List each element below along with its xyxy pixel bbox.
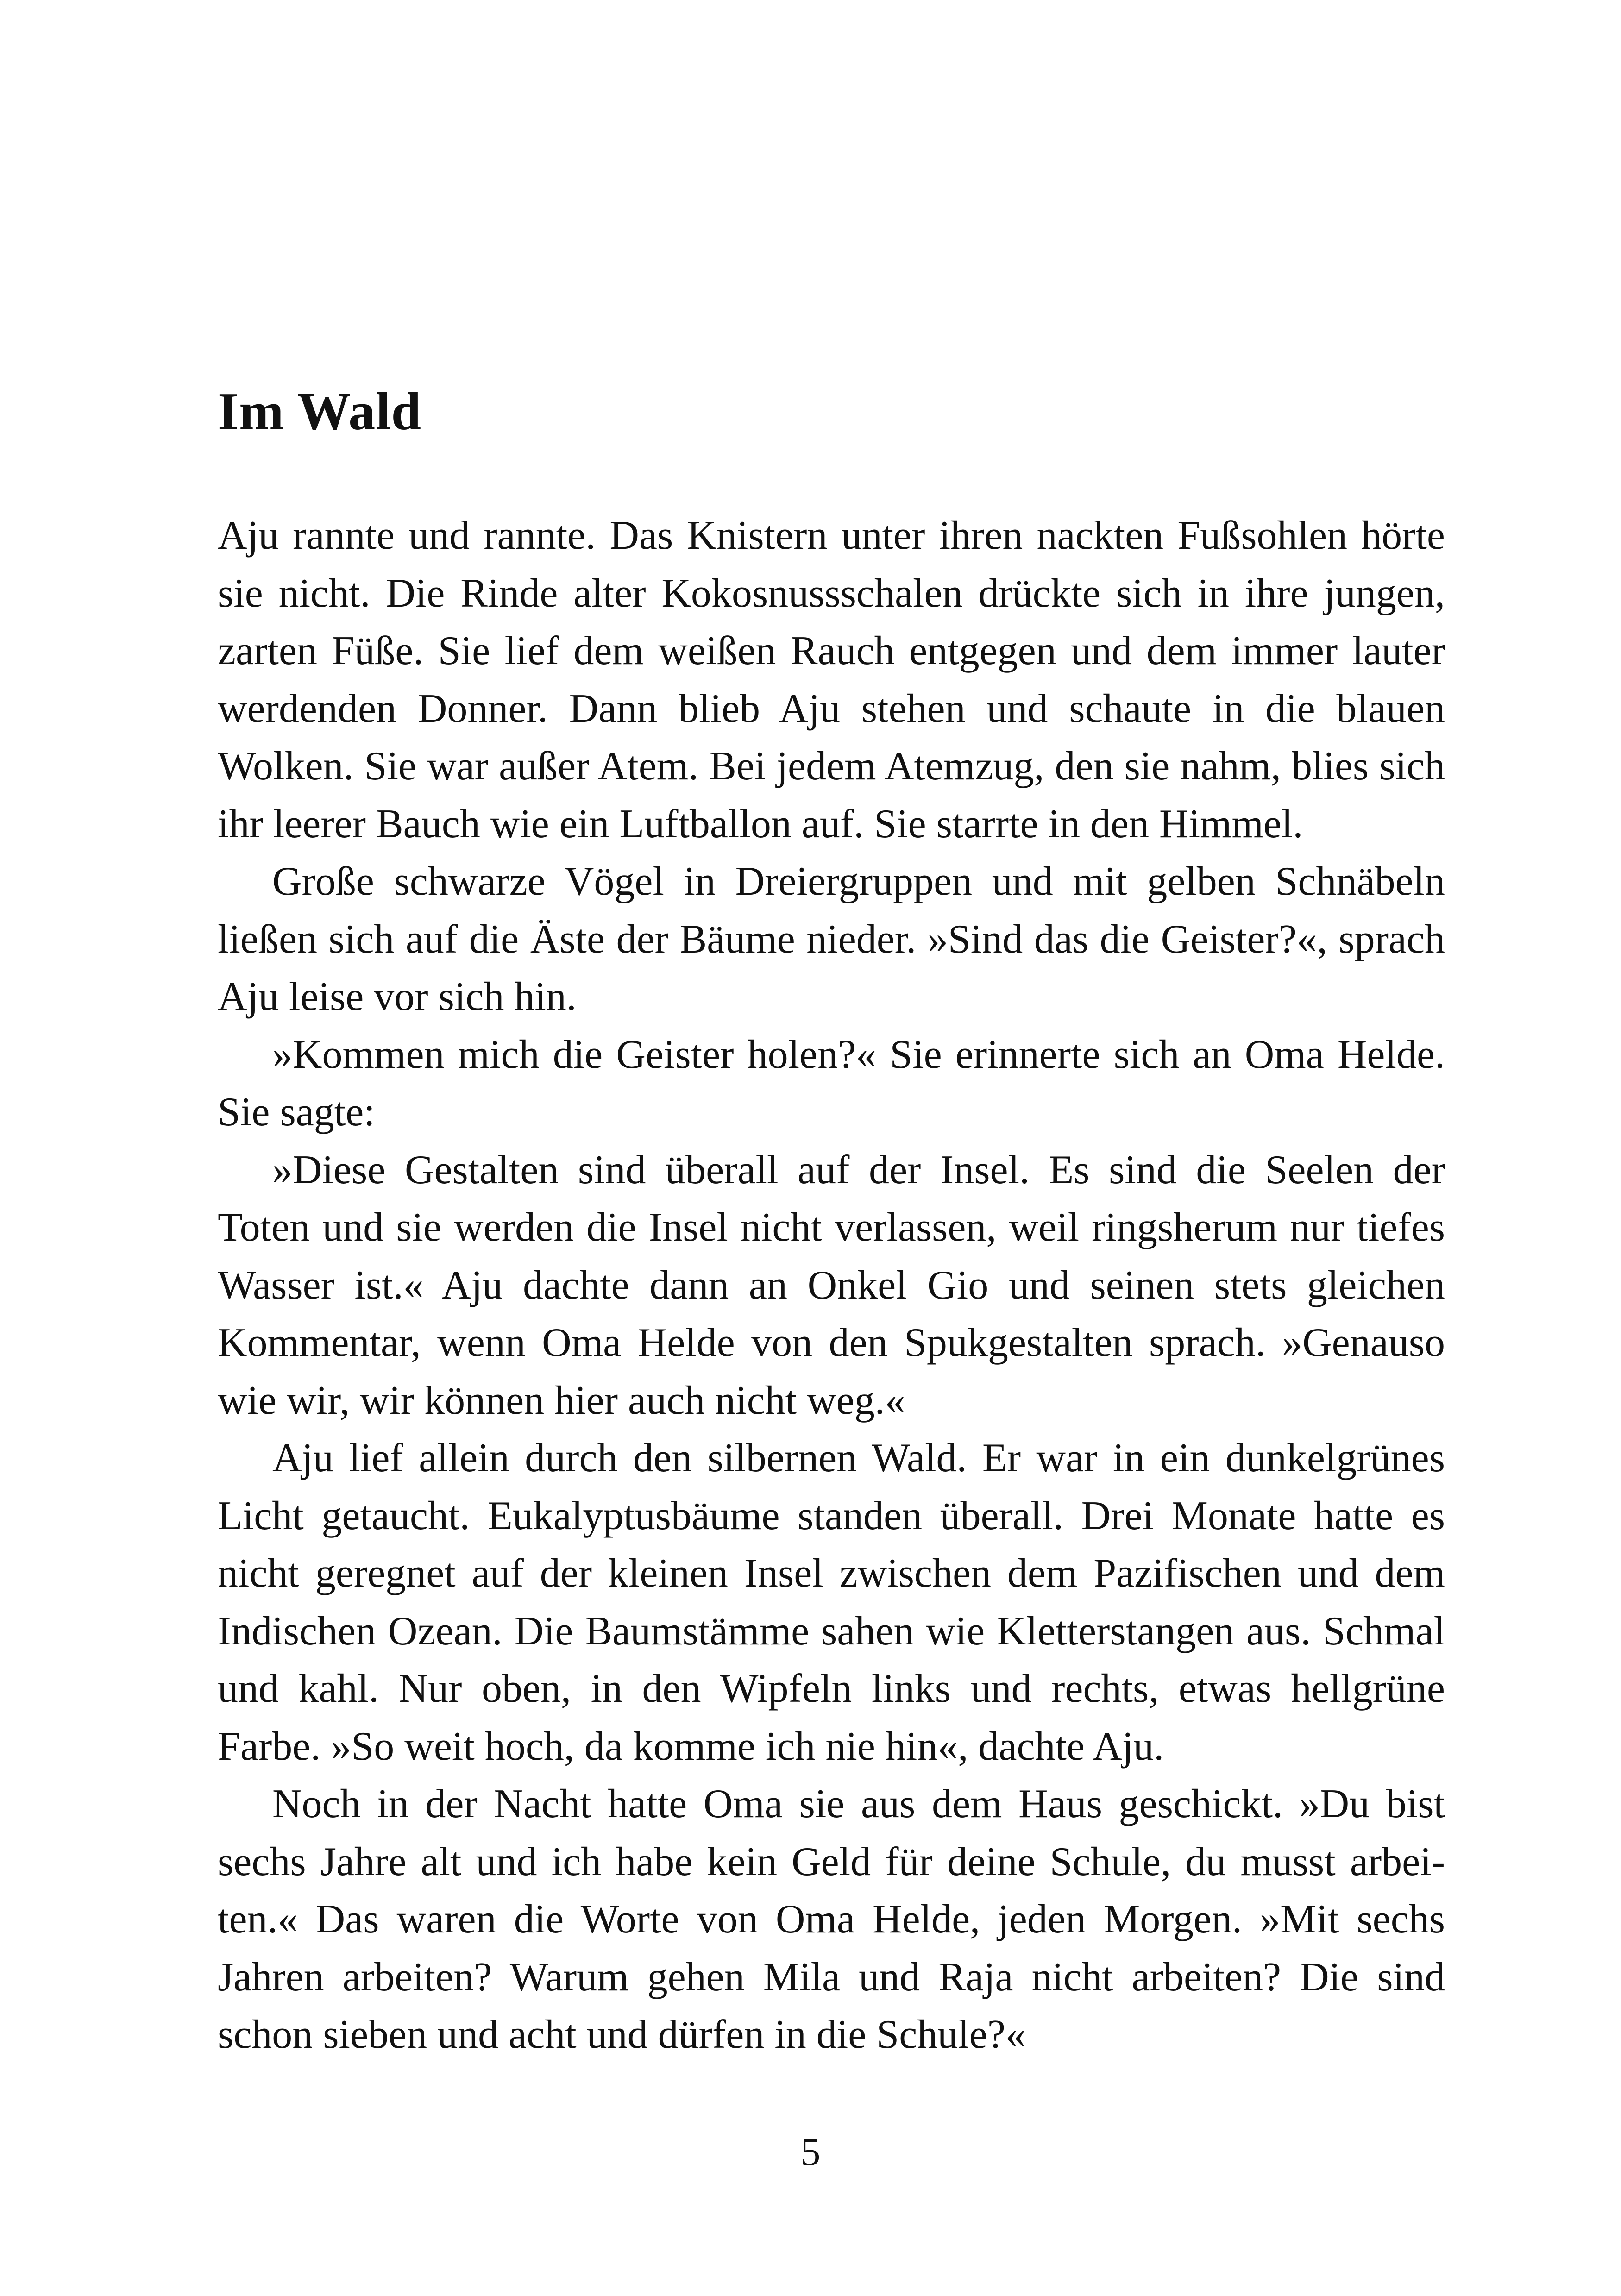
chapter-body xyxy=(218,507,1445,2064)
paragraph: Noch in der Nacht hatte Oma sie aus dem Haus geschickt. »Du bist sechs Jahre alt und ich habe kein Geld für deine Schule, du musst arbeiten.« Das waren die Worte von Oma Helde, jeden Morgen. »Mit sechs Jahren arbeiten? Warum gehen Mila und Raja nicht arbeiten? Die sind schon sieben und acht und dürfen in die Schule?« xyxy=(218,1782,1445,2057)
paragraph: »Diese Gestalten sind überall auf der Insel. Es sind die Seelen der Toten und sie werden die Insel nicht verlassen, weil ringsherum nur tiefes Wasser ist.« Aju dachte dann an Onkel Gio und seinen stets gleichen Kommentar, wenn Oma Helde von den Spukgestalten sprach. »Genauso wie wir, wir können hier auch nicht weg.« xyxy=(218,1147,1445,1423)
chapter-title: Im Wald xyxy=(218,382,422,441)
paragraph: Aju rannte und rannte. Das Knistern unter ihren nackten Fußsohlen hörte sie nicht. Die Rinde alter Kokosnussschalen drückte sich in ihre jungen, zarten Füße. Sie lief dem weißen Rauch entgegen und dem immer lauter werdenden Donner. Dann blieb Aju stehen und schaute in die blauen Wolken. Sie war außer Atem. Bei jedem Atemzug, den sie nahm, blies sich ihr leerer Bauch wie ein Luftballon auf. Sie starrte in den Himmel. xyxy=(218,513,1445,847)
page-number: 5 xyxy=(800,2129,821,2174)
paragraph: »Kommen mich die Geister holen?« Sie erinnerte sich an Oma Helde. Sie sagte: xyxy=(218,1032,1445,1135)
paragraph: Aju lief allein durch den silbernen Wald. Er war in ein dunkelgrünes Licht getaucht. Eukalyptusbäume standen überall. Drei Monate hatte es nicht geregnet auf der kleinen Insel zwischen dem Pazifischen und dem Indischen Ozean. Die Baumstämme sahen wie Kletterstangen aus. Schmal und kahl. Nur oben, in den Wipfeln links und rechts, etwas hellgrüne Farbe. »So weit hoch, da komme ich nie hin«, dachte Aju. xyxy=(218,1436,1445,1769)
paragraph: Große schwarze Vögel in Dreiergruppen und mit gelben Schnäbeln ließen sich auf die Äste der Bäume nieder. »Sind das die Geister?«, sprach Aju leise vor sich hin. xyxy=(218,859,1445,1019)
